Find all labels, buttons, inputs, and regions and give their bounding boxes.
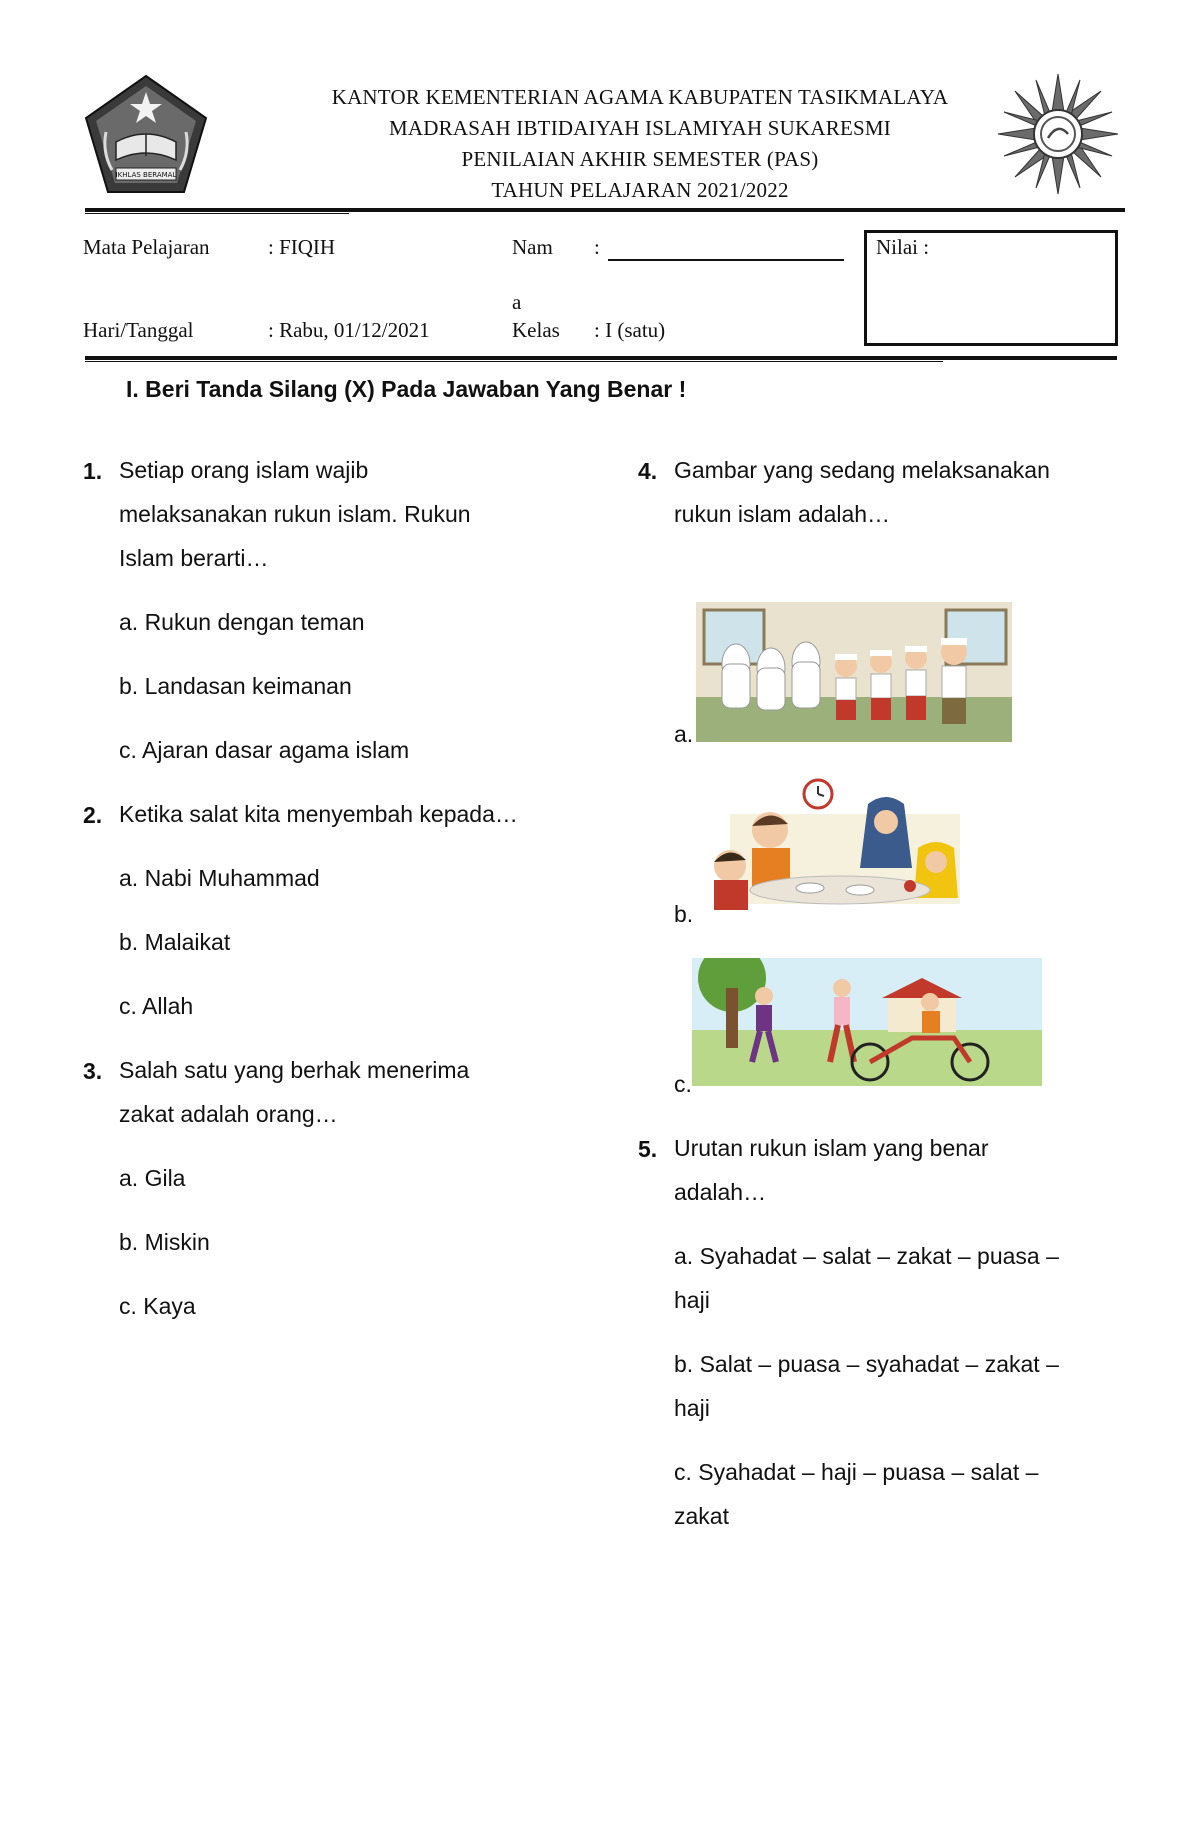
outdoor-play-illustration[interactable] [692, 958, 1042, 1086]
date-label: Hari/Tanggal [83, 318, 194, 342]
question-number: 3. [83, 1058, 103, 1084]
name-colon: : [594, 235, 600, 259]
section-title: I. Beri Tanda Silang (X) Pada Jawaban Yang Benar ! [126, 376, 687, 402]
question-3-line-2: zakat adalah orang… [119, 1101, 338, 1127]
class-value: : I (satu) [594, 318, 666, 342]
praying-children-icon [696, 602, 1012, 742]
question-4-line-1: Gambar yang sedang melaksanakan [674, 457, 1050, 483]
question-1-option-b[interactable]: b. Landasan keimanan [119, 673, 352, 699]
info-divider-thin [85, 361, 943, 362]
prayer-illustration[interactable] [696, 602, 1012, 742]
header-divider-thin [85, 213, 349, 214]
subject-label: Mata Pelajaran [83, 235, 210, 259]
info-divider [85, 356, 1117, 360]
question-2-option-a[interactable]: a. Nabi Muhammad [119, 865, 320, 891]
question-2-option-b[interactable]: b. Malaikat [119, 929, 231, 955]
question-number: 5. [638, 1136, 658, 1162]
question-1-option-a[interactable]: a. Rukun dengan teman [119, 609, 365, 635]
question-1-line-3: Islam berarti… [119, 545, 269, 571]
question-5-option-a-line-1: a. Syahadat – salat – zakat – puasa – [674, 1243, 1059, 1269]
question-3-option-c[interactable]: c. Kaya [119, 1293, 196, 1319]
playing-children-icon [692, 958, 1042, 1086]
question-3-option-b[interactable]: b. Miskin [119, 1229, 210, 1255]
header-line-school: MADRASAH IBTIDAIYAH ISLAMIYAH SUKARESMI [389, 116, 891, 140]
class-label: Kelas [512, 318, 560, 342]
date-value: : Rabu, 01/12/2021 [268, 318, 430, 342]
question-4-option-c[interactable]: c. [674, 1071, 692, 1097]
question-1-line-1: Setiap orang islam wajib [119, 457, 369, 483]
question-5-option-c-line-2: zakat [674, 1503, 729, 1529]
question-number: 1. [83, 458, 103, 484]
question-2-option-c[interactable]: c. Allah [119, 993, 194, 1019]
logo-text: IKHLAS BERAMAL [115, 171, 177, 179]
question-3-line-1: Salah satu yang berhak menerima [119, 1057, 470, 1083]
subject-value: : FIQIH [268, 235, 336, 259]
header-divider [85, 208, 1125, 212]
question-2-line-1: Ketika salat kita menyembah kepada… [119, 801, 518, 827]
family-eating-icon [700, 778, 978, 914]
question-5-option-a-line-2: haji [674, 1287, 710, 1313]
question-1-line-2: melaksanakan rukun islam. Rukun [119, 501, 471, 527]
question-1-option-c[interactable]: c. Ajaran dasar agama islam [119, 737, 410, 763]
question-number: 4. [638, 458, 658, 484]
question-4-option-a[interactable]: a. [674, 721, 694, 747]
header-line-exam: PENILAIAN AKHIR SEMESTER (PAS) [461, 147, 819, 171]
name-label: Nam [512, 235, 553, 259]
question-number: 2. [83, 802, 103, 828]
family-meal-illustration[interactable] [700, 778, 978, 914]
question-5-option-b-line-2: haji [674, 1395, 710, 1421]
question-4-option-b[interactable]: b. [674, 901, 694, 927]
header-line-office: KANTOR KEMENTERIAN AGAMA KABUPATEN TASIKMALAYA [331, 85, 949, 109]
question-5-option-b-line-1: b. Salat – puasa – syahadat – zakat – [674, 1351, 1059, 1377]
name-blank-line[interactable] [608, 259, 844, 261]
question-3-option-a[interactable]: a. Gila [119, 1165, 186, 1191]
question-5-line-2: adalah… [674, 1179, 767, 1205]
header-line-year: TAHUN PELAJARAN 2021/2022 [491, 178, 789, 202]
question-4-line-2: rukun islam adalah… [674, 501, 891, 527]
question-5-line-1: Urutan rukun islam yang benar [674, 1135, 989, 1161]
name-label-continued: a [512, 290, 522, 314]
question-5-option-c-line-1: c. Syahadat – haji – puasa – salat – [674, 1459, 1039, 1485]
score-label: Nilai : [876, 235, 930, 259]
